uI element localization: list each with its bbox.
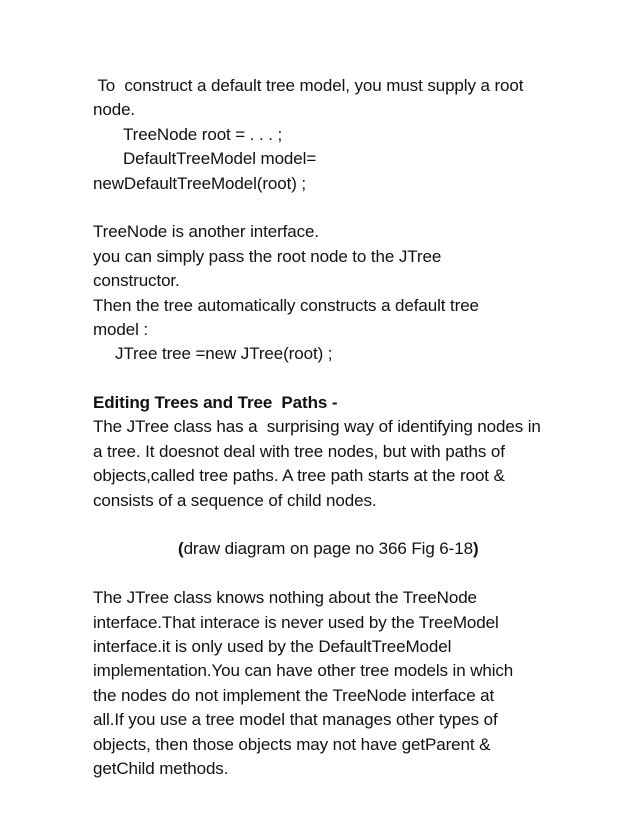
para2-line-2: you can simply pass the root node to the JTree: [93, 246, 442, 266]
para4-line-6: all.If you use a tree model that manages other types of: [93, 710, 498, 730]
blank-line: [93, 562, 563, 586]
code-line-treenode: TreeNode root = . . . ;: [123, 124, 283, 144]
note-open-paren: (: [178, 539, 184, 559]
para4-line-7: objects, then those objects may not have getParent &: [93, 734, 491, 754]
note-close-paren: ): [472, 539, 479, 559]
note-text: draw diagram on page no 366 Fig 6-18: [183, 539, 473, 559]
document-body: [93, 74, 563, 781]
para2-line-5: model :: [93, 319, 149, 339]
code-line-jtree: JTree tree =new JTree(root) ;: [115, 344, 333, 364]
section-line-4: consists of a sequence of child nodes.: [93, 490, 377, 510]
blank-line: [93, 196, 563, 220]
intro-line-1: To construct a default tree model, you must supply a root: [93, 76, 524, 95]
para4-line-3: interface.it is only used by the DefaultTreeModel: [93, 636, 452, 656]
blank-line: [93, 367, 563, 391]
para4-line-8: getChild methods.: [93, 758, 229, 778]
section-heading: Editing Trees and Tree Paths -: [93, 393, 338, 413]
para4-line-5: the nodes do not implement the TreeNode interface at: [93, 685, 495, 705]
para2-line-4: Then the tree automatically constructs a default tree: [93, 295, 479, 315]
diagram-note: [93, 537, 563, 561]
para2-line-3: constructor.: [93, 271, 180, 291]
intro-line-2: node.: [93, 100, 136, 120]
para4-line-2: interface.That interace is never used by the TreeModel: [93, 612, 499, 632]
section-line-1: The JTree class has a surprising way of identifying nodes in: [93, 417, 541, 437]
para2-line-1: TreeNode is another interface.: [93, 222, 319, 242]
code-line-defaulttreemodel: DefaultTreeModel model=: [123, 149, 317, 169]
para4-line-4: implementation.You can have other tree models in which: [93, 661, 514, 681]
para4-line-1: The JTree class knows nothing about the TreeNode: [93, 588, 477, 608]
code-line-newdefaulttreemodel: newDefaultTreeModel(root) ;: [93, 173, 307, 193]
blank-line: [93, 513, 563, 537]
section-line-2: a tree. It doesnot deal with tree nodes, but with paths of: [93, 441, 505, 461]
section-line-3: objects,called tree paths. A tree path starts at the root &: [93, 466, 505, 486]
